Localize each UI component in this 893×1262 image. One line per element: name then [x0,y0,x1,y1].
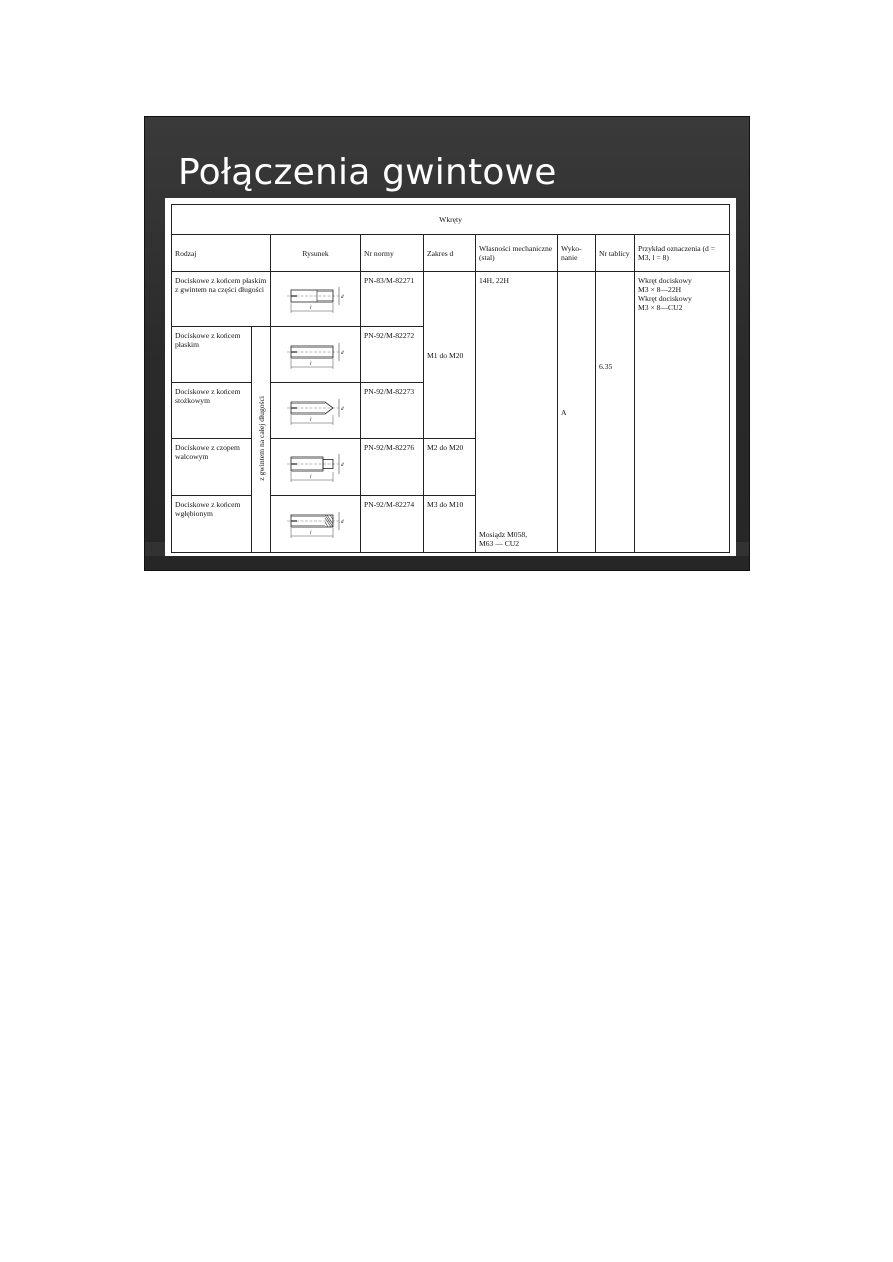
group-label-cell [252,327,271,553]
row4-rodzaj: Dociskowe z czopem walcowym [172,439,252,496]
przyklad-line-4: M3 × 8—CU2 [638,303,683,312]
diameter-label: d [340,295,343,300]
wlasnosci-mosiadz: Mosiądz M058, M63 — CU2 [479,530,528,548]
table-caption: Wkręty [172,205,730,235]
diameter-label: d [340,350,343,356]
row1-rysunek [271,272,361,327]
length-label: l [309,475,311,480]
row3-nr-normy: PN-92/M-82273 [361,383,424,439]
row4-nr-normy: PN-92/M-82276 [361,439,424,496]
row4-rysunek [271,439,361,496]
row3-rysunek [271,383,361,439]
header-rysunek: Rysunek [271,235,361,272]
group-label: z gwintem na całej długości [256,396,266,481]
length-label: l [309,531,311,536]
row5-rodzaj: Dociskowe z końcem wgłębionym [172,496,252,553]
header-zakres: Zakres d [424,235,476,272]
scanned-table-sheet [165,198,736,556]
dog-point-screw-drawing [277,447,355,487]
zakres-m2-m20: M2 do M20 [424,439,476,496]
row5-nr-normy: PN-92/M-82274 [361,496,424,553]
przyklad-cell [635,272,730,553]
zakres-m3-m10: M3 do M10 [424,496,476,553]
wykonanie-value: A [558,272,596,553]
nr-tablicy-value: 6.35 [596,272,635,553]
cone-point-screw-drawing [277,391,355,431]
row2-nr-normy: PN-92/M-82272 [361,327,424,383]
diameter-label: d [340,463,343,468]
row1-rodzaj: Dociskowe z końcem płaskim z gwintem na części długości [172,272,271,327]
flat-partial-thread-screw-drawing [277,279,355,319]
row5-rysunek [271,496,361,553]
row2-rodzaj: Dociskowe z końcem płaskim [172,327,252,383]
row2-rysunek [271,327,361,383]
table-row [172,272,730,327]
przyklad-line-3: Wkręt dociskowy [638,294,692,303]
row3-rodzaj: Dociskowe z końcem stożkowym [172,383,252,439]
length-label: l [309,361,311,367]
header-nr-normy: Nr normy [361,235,424,272]
header-przyklad: Przykład oznaczenia (d = M3, l = 8) [635,235,730,272]
header-wlasnosci: Własności mechaniczne (stal) [476,235,558,272]
header-nr-tablicy: Nr tablicy [596,235,635,272]
length-label: l [309,306,311,311]
cup-point-screw-drawing [277,504,355,544]
zakres-m1-m20: M1 do M20 [424,272,476,439]
slide-title: Połączenia gwintowe [178,152,557,193]
slide [144,116,750,571]
flat-end-screw-drawing [277,335,355,375]
przyklad-line-1: Wkręt dociskowy [638,276,692,285]
header-wykonanie: Wyko- nanie [558,235,596,272]
wlasnosci-cell [476,272,558,553]
diameter-label: d [340,406,343,412]
row1-nr-normy: PN-83/M-82271 [361,272,424,327]
przyklad-line-2: M3 × 8—22H [638,285,682,294]
wlasnosci-stal: 14H, 22H [479,276,509,285]
header-rodzaj: Rodzaj [172,235,271,272]
screws-table [171,204,730,553]
diameter-label: d [340,520,343,525]
length-label: l [309,417,311,423]
